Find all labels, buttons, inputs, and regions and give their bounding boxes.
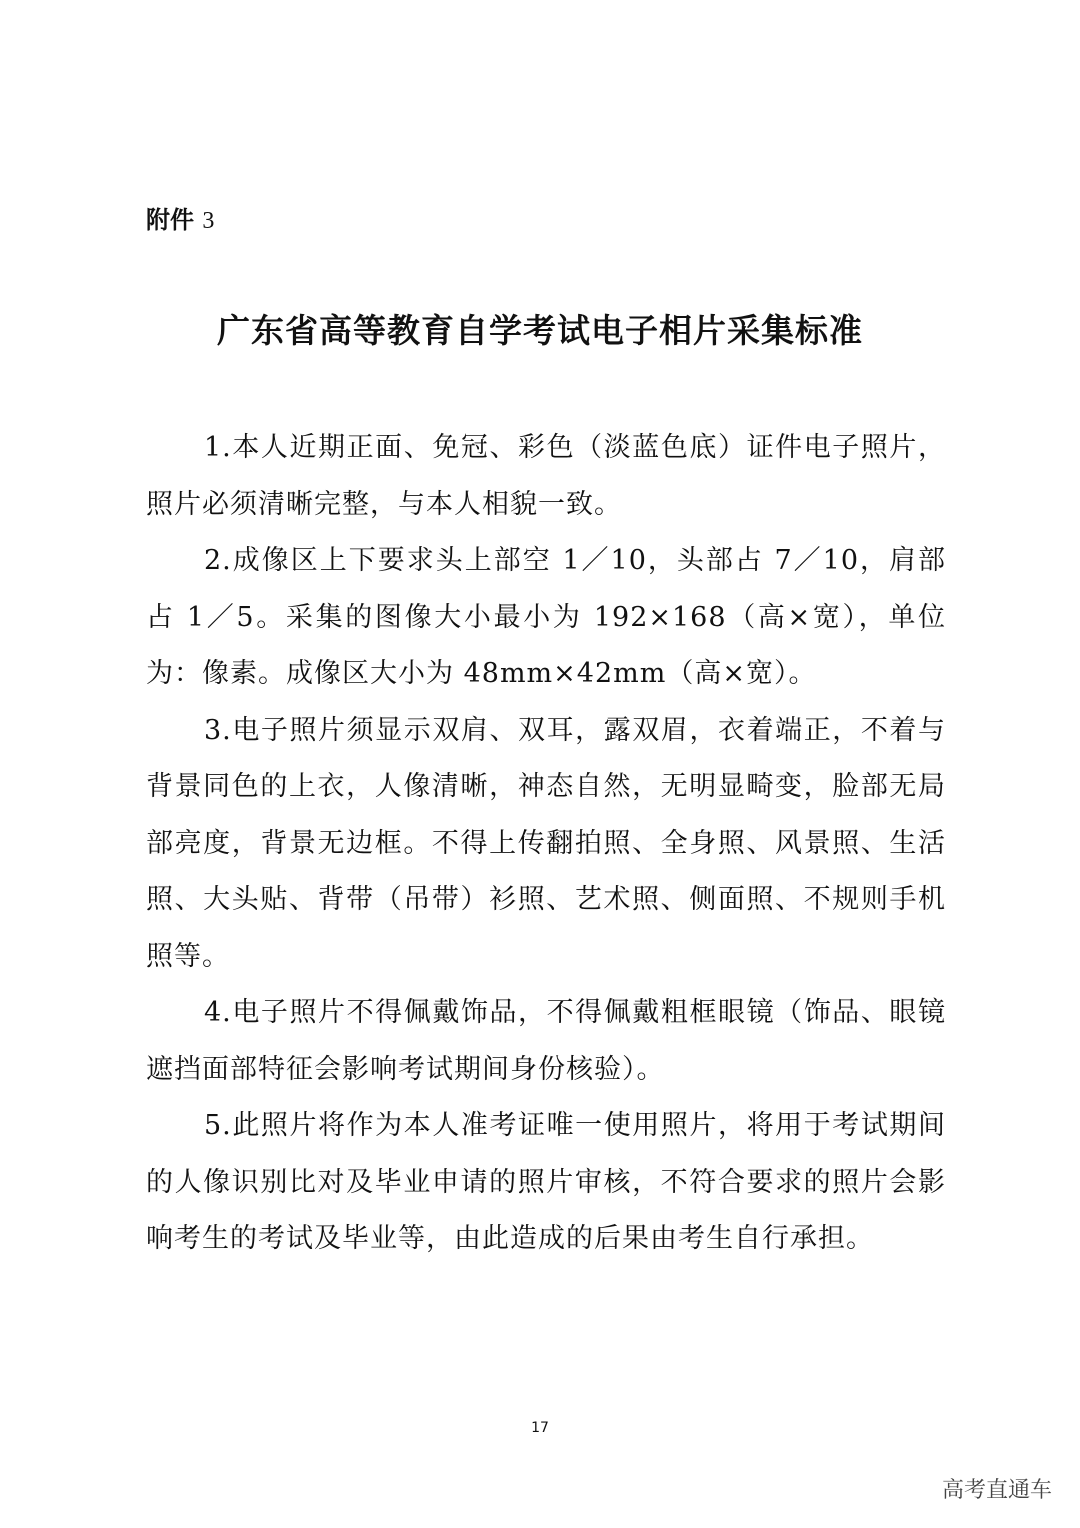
paragraph-1: 1.本人近期正面、免冠、彩色（淡蓝色底）证件电子照片，照片必须清晰完整，与本人相貌一致。 [146, 432, 946, 520]
paragraph-5: 5.此照片将作为本人准考证唯一使用照片，将用于考试期间的人像识别比对及毕业申请的照片审核，不符合要求的照片会影响考生的考试及毕业等，由此造成的后果由考生自行承担。 [146, 1110, 946, 1254]
paragraph-4: 4.电子照片不得佩戴饰品，不得佩戴粗框眼镜（饰品、眼镜遮挡面部特征会影响考试期间身份核验）。 [146, 997, 946, 1085]
attachment-label-text: 附件 [146, 206, 194, 234]
attachment-number: 3 [202, 208, 215, 234]
document-body [146, 420, 946, 1268]
watermark-text: 高考直通车 [941, 1478, 1052, 1503]
document-title: 广东省高等教育自学考试电子相片采集标准 [217, 311, 863, 350]
attachment-label [146, 202, 214, 239]
page-number: 17 [531, 1420, 549, 1436]
paragraph-2: 2.成像区上下要求头上部空 1／10，头部占 7／10，肩部占 1／5。采集的图像大小最小为 192×168（高×宽），单位为：像素。成像区大小为 48mm×42mm（高×宽）。 [146, 545, 946, 689]
paragraph-3: 3.电子照片须显示双肩、双耳，露双眉，衣着端正，不着与背景同色的上衣，人像清晰，神态自然，无明显畸变，脸部无局部亮度，背景无边框。不得上传翻拍照、全身照、风景照、生活照、大头贴、背带（吊带）衫照、艺术照、侧面照、不规则手机照等。 [146, 714, 946, 972]
